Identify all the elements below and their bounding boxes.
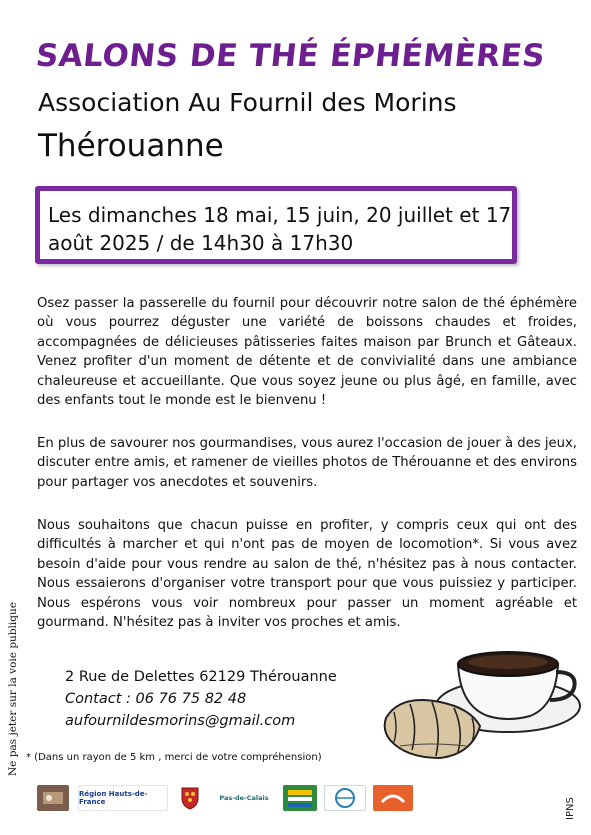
partner-logo-1 bbox=[283, 785, 317, 811]
footnote: * (Dans un rayon de 5 km , merci de votre compréhension) bbox=[26, 752, 322, 763]
address: 2 Rue de Delettes 62129 Thérouanne bbox=[65, 669, 337, 685]
partner-logo-1-icon bbox=[286, 787, 314, 809]
region-logo-text: Région Hauts-de-France bbox=[79, 790, 148, 806]
dates-line-2: août 2025 / de 14h30 à 17h30 bbox=[48, 231, 354, 255]
partner-logo-2-icon bbox=[328, 787, 362, 809]
pas-de-calais-logo-text: Pas-de-Calais bbox=[219, 794, 269, 802]
print-mark: IPNS bbox=[565, 797, 576, 820]
coffee-croissant-illustration bbox=[380, 646, 585, 771]
dates-line-1: Les dimanches 18 mai, 15 juin, 20 juillet et 17 bbox=[48, 203, 512, 227]
paragraph-intro: Osez passer la passerelle du fournil pour découvrir notre salon de thé éphémère où vous pourrez déguster une variété de boissons chaudes et froides, accompagnées de délicieuses pâtisseries faites maison par Brunch et Gâteaux. Venez profiter d'un moment de détente et de convivialité dans une ambiance chaleureuse et accueillante. Que vous soyez jeune ou plus âgé, en famille, avec des enfants tout le monde est le bienvenu ! bbox=[37, 296, 577, 409]
association-logo bbox=[37, 785, 69, 811]
town-name: Thérouanne bbox=[38, 128, 224, 164]
page-title: SALONS DE THÉ ÉPHÉMÈRES bbox=[34, 38, 547, 74]
pas-de-calais-logo bbox=[214, 785, 274, 811]
shield-icon bbox=[180, 786, 200, 810]
contact-email: aufournildesmorins@gmail.com bbox=[65, 713, 296, 729]
dates-text bbox=[48, 201, 518, 257]
paragraph-activities: En plus de savourer nos gourmandises, vous aurez l'occasion de jouer à des jeux, discuter entre amis, et ramener de vieilles photos de Thérouanne et des environs pour partager vos anecdotes et souvenirs. bbox=[37, 436, 577, 490]
partner-logo-2 bbox=[324, 785, 366, 811]
paragraph-transport: Nous souhaitons que chacun puisse en profiter, y compris ceux qui ont des difficultés à marcher et qui n'ont pas de moyen de locomotion*. Si vous avez besoin d'aide pour vous rendre au salon de thé, n'hésitez pas à nous contacter. Nous essaierons d'organiser votre transport pour que vous puissiez y participer. Nous espérons vous voir nombreux pour passer un moment agréable et gourmand. N'hésitez pas à inviter vos proches et amis. bbox=[37, 518, 577, 631]
coat-of-arms-logo bbox=[177, 785, 203, 811]
association-logo-icon bbox=[41, 788, 65, 808]
association-name: Association Au Fournil des Morins bbox=[38, 88, 457, 117]
dates-box bbox=[35, 186, 517, 264]
region-hauts-de-france-logo bbox=[78, 785, 168, 811]
side-note: Ne pas jeter sur la voie publique bbox=[7, 602, 19, 776]
contact-phone: Contact : 06 76 75 82 48 bbox=[65, 691, 247, 707]
partner-logo-3-icon bbox=[378, 788, 408, 808]
partner-logo-3 bbox=[373, 785, 413, 811]
